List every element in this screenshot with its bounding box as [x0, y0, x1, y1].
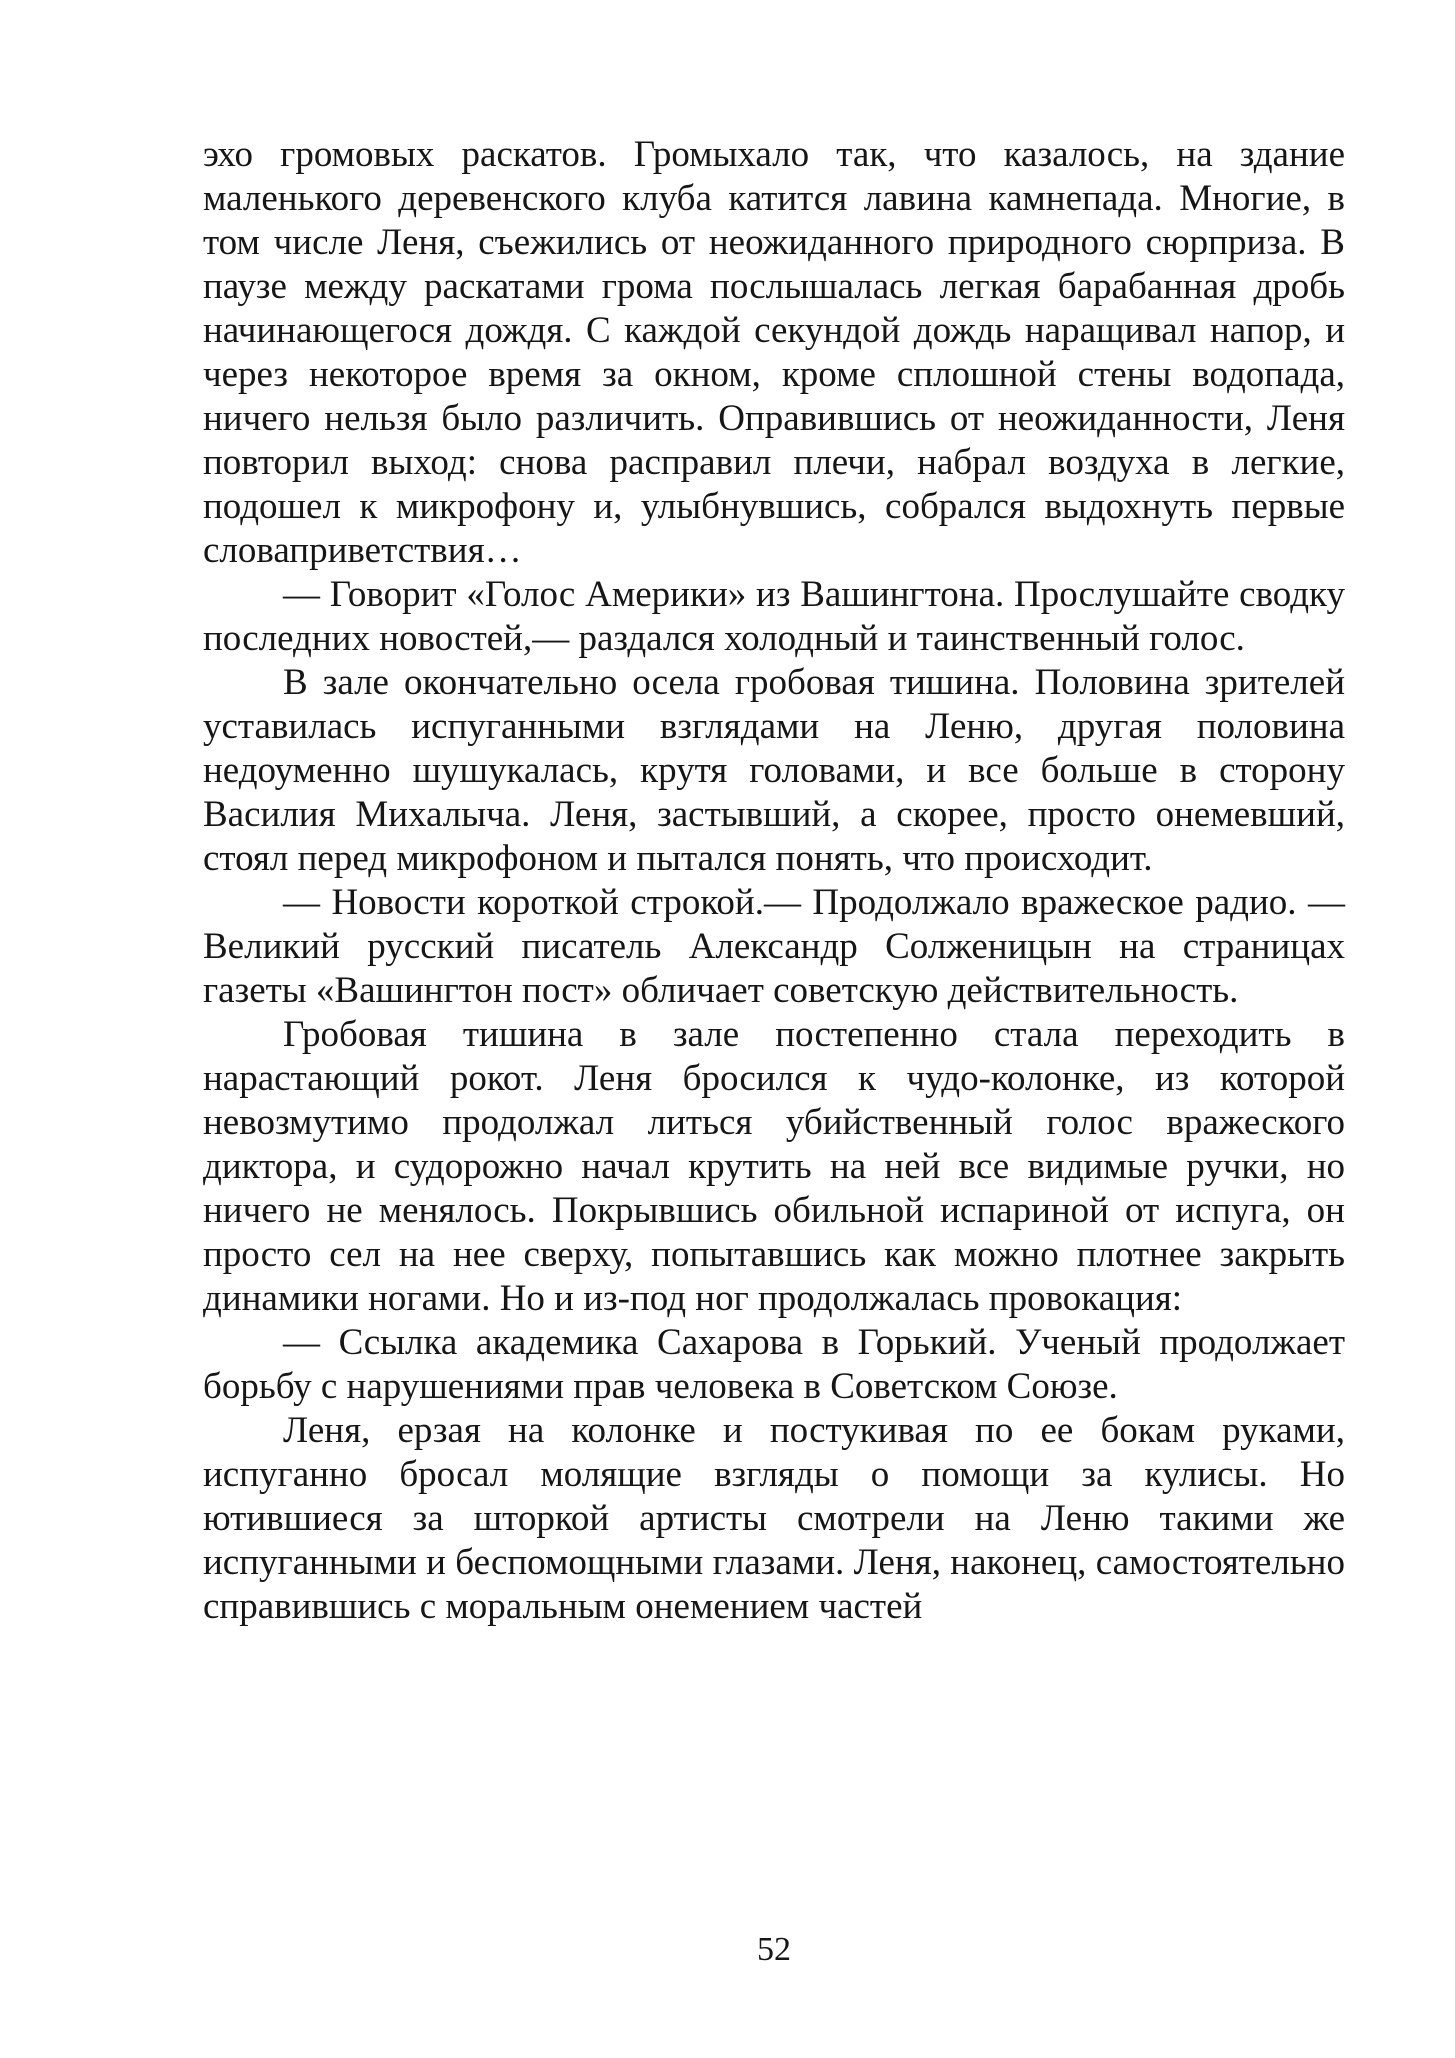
text-paragraph: Гробовая тишина в зале постепенно стала переходить в нарастающий рокот. Леня бросился к чудо-колонке, из которой невозмутимо продолжал литься убийственный голос вражеского диктора, и судорожно начал крутить на ней все видимые ручки, но ничего не менялось. Покрывшись обильной испариной от испуга, он просто сел на нее сверху, попытавшись как можно плотнее закрыть динамики ногами. Но и из-под ног продолжалась провокация: — [203, 1014, 1345, 1319]
text-paragraph: эхо громовых раскатов. Громыхало так, что казалось, на здание маленького деревенского клуба катится лавина камнепада. Многие, в том числе Леня, съежились от неожиданного природного сюрприза. В паузе между раскатами грома послышалась легкая барабанная дробь начинающегося дождя. С каждой секундой дождь наращивал напор, и через некоторое время за окном, кроме сплошной стены водопада, ничего нельзя было различить. Оправившись от неожиданности, Леня повторил выход: снова расправил плечи, набрал воздуха в легкие, подошел к микрофону и, улыбнувшись, собрался выдохнуть первые словаприветствия… — [203, 134, 1345, 571]
text-paragraph: Леня, ерзая на колонке и постукивая по ее бокам руками, испуганно бросал молящие взгляды о помощи за кулисы. Но ютившиеся за шторкой артисты смотрели на Леню такими же испуганными и беспомощными глазами. Леня, наконец, самостоятельно справившись с моральным онемением частей — [203, 1410, 1345, 1627]
text-paragraph: — Говорит «Голос Америки» из Вашингтона. Прослушайте сводку последних новостей,— раздался холодный и таинственный голос. — [203, 574, 1345, 659]
text-paragraph: В зале окончательно осела гробовая тишина. Половина зрителей уставилась испуганными взглядами на Леню, другая половина недоуменно шушукалась, крутя головами, и все больше в сторону Василия Михалыча. Леня, застывший, а скорее, просто онемевший, стоял перед микрофоном и пытался понять, что происходит. — [203, 662, 1345, 879]
page-body-text — [203, 133, 1345, 1629]
text-paragraph: — Ссылка академика Сахарова в Горький. Ученый продолжает борьбу с нарушениями прав человека в Советском Союзе. — [203, 1322, 1345, 1407]
page-number: 52 — [757, 1931, 791, 1968]
text-paragraph: — Новости короткой строкой.— Продолжало вражеское радио. — Великий русский писатель Александр Солженицын на страницах газеты «Вашингтон пост» обличает советскую действительность. — [203, 882, 1345, 1011]
